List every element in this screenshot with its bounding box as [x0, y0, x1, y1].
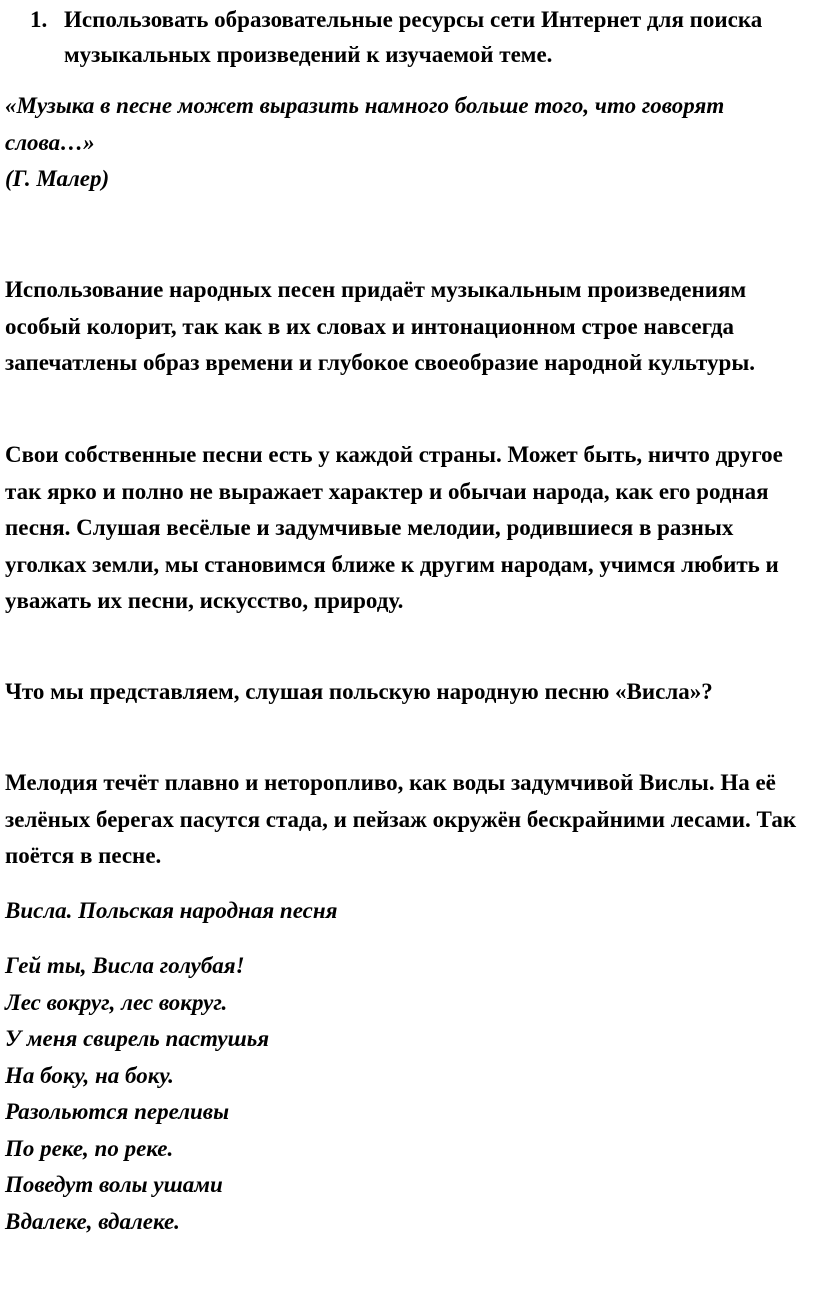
epigraph-quote: «Музыка в песне может выразить намного больше того, что говорят слова…» [5, 93, 725, 155]
paragraph-melody: Мелодия течёт плавно и неторопливо, как воды задумчивой Вислы. На её зелёных берегах пасутся стада, и пейзаж окружён бескрайними лесами. Так поётся в песне. [5, 770, 797, 868]
task-number: 1. [30, 7, 48, 32]
task-text: Использовать образовательные ресурсы сети Интернет для поиска музыкальных произведений к изучаемой теме. [64, 7, 763, 67]
paragraph-folk-songs: Использование народных песен придаёт музыкальным произведениям особый колорит, так как в их словах и интонационном строе навсегда запечатлены образ времени и глубокое своеобразие народной культуры. [5, 277, 756, 375]
song-line: У меня свирель пастушья [5, 1026, 270, 1051]
song-line: На боку, на боку. [5, 1062, 174, 1088]
task-heading [30, 2, 810, 72]
paragraph-countries: Свои собственные песни есть у каждой страны. Может быть, ничто другое так ярко и полно не выражает характер и обычаи народа, как его родная песня. Слушая весёлые и задумчивые мелодии, родившиеся в разных уголках земли, мы становимся ближе к другим народам, учимся любить и уважать их песни, искусство, природу. [5, 442, 783, 613]
song-line: Вдалеке, вдалеке. [5, 1208, 180, 1234]
song-line: Гей ты, Висла голубая! [5, 953, 245, 978]
song-line: Поведут волы ушами [5, 1172, 223, 1197]
song-line: Лес вокруг, лес вокруг. [5, 989, 228, 1015]
song-line: По реке, по реке. [5, 1135, 174, 1161]
song-line: Разольются переливы [5, 1099, 230, 1124]
song-lyrics [5, 948, 805, 1240]
epigraph-author: (Г. Малер) [5, 166, 110, 191]
paragraph-question: Что мы представляем, слушая польскую народную песню «Висла»? [5, 679, 713, 704]
song-title: Висла. Польская народная песня [5, 898, 338, 923]
